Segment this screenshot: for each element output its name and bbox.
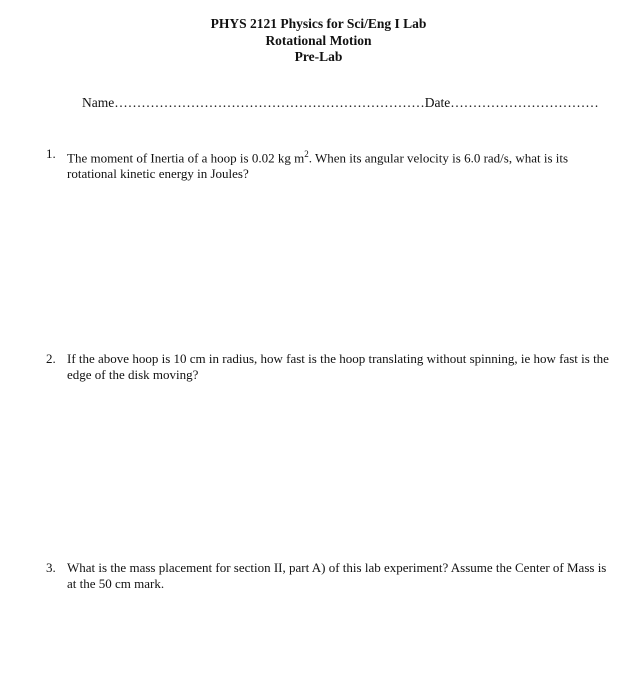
course-title: PHYS 2121 Physics for Sci/Eng I Lab [210,16,427,31]
superscript: 2 [304,149,309,159]
question-text: What is the mass placement for section II, part A) of this lab experiment? Assume the Center of Mass is at the 50 cm mark. [67,560,607,591]
question-number: 1. [46,146,56,161]
question-text-part: . When its angular velocity is 6.0 rad/s, what is its rotational kinetic energy in Joules? [67,150,569,182]
question-text-part: The moment of Inertia of a hoop is 0.02 kg m [67,150,305,166]
question-text [67,146,612,182]
question-number: 2. [46,351,56,366]
question-number: 3. [46,560,56,575]
name-date-line: Name……………………………………………………………Date…………………………… [82,95,599,110]
document-header [0,16,637,66]
question-text: If the above hoop is 10 cm in radius, how fast is the hoop translating without spinning, ie how fast is the edge of the disk moving? [67,351,609,382]
prelab-subtitle: Pre-Lab [294,49,343,64]
topic-title: Rotational Motion [265,32,372,48]
